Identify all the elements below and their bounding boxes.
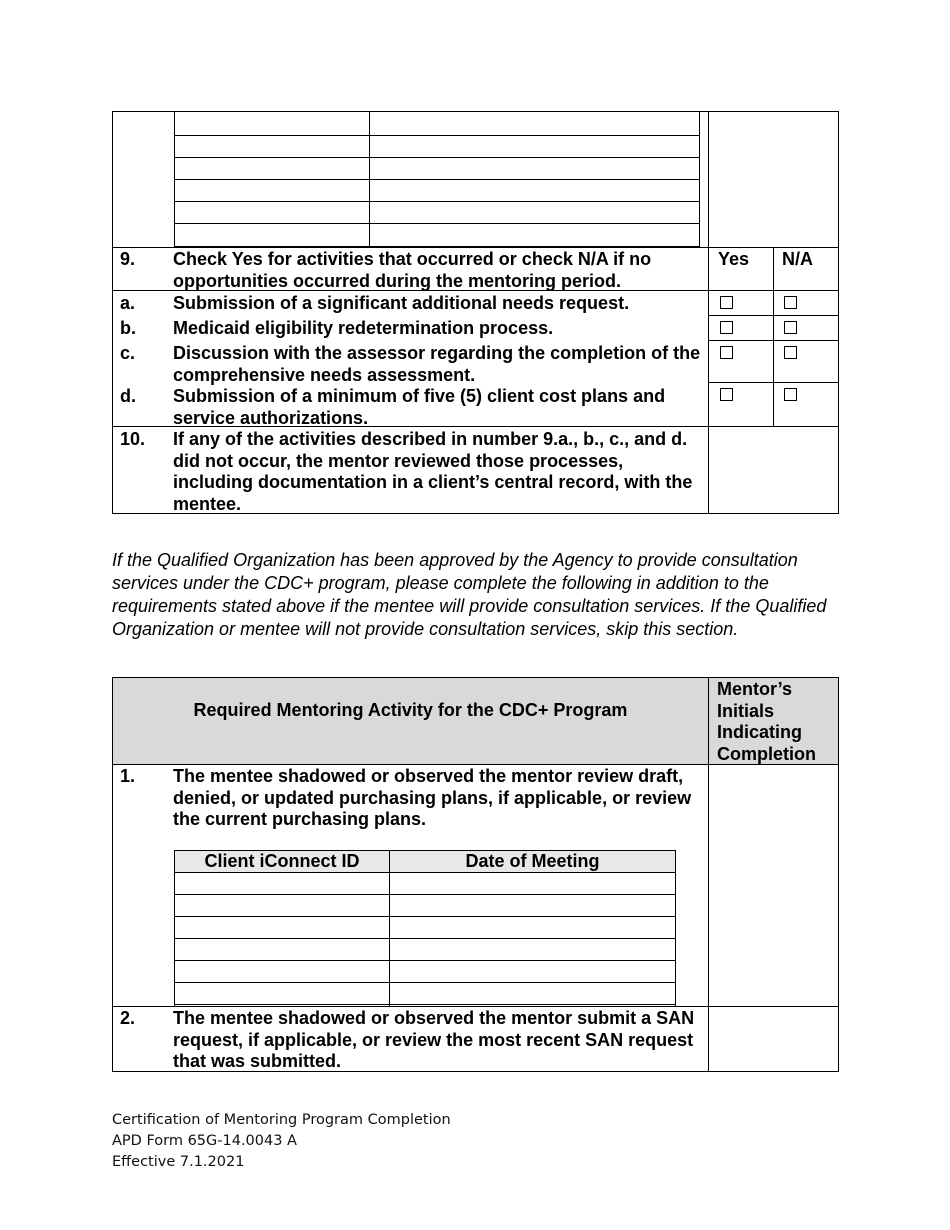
na-checkbox-b[interactable] bbox=[784, 321, 797, 334]
sub-item-letter: d. bbox=[120, 386, 136, 406]
initials-column-header: Mentor’s Initials Indicating Completion bbox=[717, 679, 816, 764]
yes-checkbox-a[interactable] bbox=[720, 296, 733, 309]
sub-item-text: Discussion with the assessor regarding the completion of the comprehensive needs assessment. bbox=[173, 343, 701, 385]
item-1-initials-cell[interactable] bbox=[710, 766, 837, 1005]
yes-checkbox-b[interactable] bbox=[720, 321, 733, 334]
log-cell[interactable] bbox=[175, 113, 368, 134]
meeting-date-cell[interactable] bbox=[390, 873, 674, 893]
item-10-text: If any of the activities described in number 9.a., b., c., and d. did not occur, the mentor reviewed those processes, including documentation in a client’s central record, with the mentee. bbox=[173, 429, 693, 514]
footer-effective-date: Effective 7.1.2021 bbox=[112, 1154, 245, 1170]
sub-item-text: Submission of a significant additional needs request. bbox=[173, 293, 630, 313]
item-number: 2. bbox=[120, 1008, 136, 1028]
na-checkbox-a[interactable] bbox=[784, 296, 797, 309]
item-number: 10. bbox=[120, 429, 146, 449]
form-footer bbox=[112, 1110, 612, 1173]
footer-form-title: Certification of Mentoring Program Completion bbox=[112, 1112, 451, 1128]
item-2-initials-cell[interactable] bbox=[710, 1008, 837, 1070]
item-number: 9. bbox=[120, 249, 136, 269]
activity-column-header: Required Mentoring Activity for the CDC+ Program bbox=[193, 700, 628, 720]
item-number: 1. bbox=[120, 766, 136, 786]
sub-item-text: Medicaid eligibility redetermination process. bbox=[173, 318, 554, 338]
item-10-initials-cell[interactable] bbox=[710, 428, 837, 512]
sub-item-letter: a. bbox=[120, 293, 136, 313]
client-id-column-header: Client iConnect ID bbox=[204, 851, 360, 871]
footer-form-number: APD Form 65G-14.0043 A bbox=[112, 1133, 297, 1149]
yes-checkbox-d[interactable] bbox=[720, 388, 733, 401]
na-checkbox-c[interactable] bbox=[784, 346, 797, 359]
yes-checkbox-c[interactable] bbox=[720, 346, 733, 359]
sub-item-letter: b. bbox=[120, 318, 136, 338]
item-1-text: The mentee shadowed or observed the mentor review draft, denied, or updated purchasing plans, if applicable, or review the current purchasing plans. bbox=[173, 766, 692, 829]
client-id-cell[interactable] bbox=[175, 873, 388, 893]
log-cell[interactable] bbox=[370, 113, 698, 134]
item-2-text: The mentee shadowed or observed the mentor submit a SAN request, if applicable, or review the most recent SAN request that was submitted. bbox=[173, 1008, 695, 1071]
item-9-text: Check Yes for activities that occurred or check N/A if no opportunities occurred during the mentoring period. bbox=[173, 249, 652, 291]
sub-item-text: Submission of a minimum of five (5) client cost plans and service authorizations. bbox=[173, 386, 666, 428]
na-checkbox-d[interactable] bbox=[784, 388, 797, 401]
cdc-plus-instructions: If the Qualified Organization has been approved by the Agency to provide consultation services under the CDC+ program, please complete the following in addition to the requirements stated above if the mentee will provide consultation services. If the Qualified Organization or mentee will not provide consultation services, skip this section. bbox=[112, 550, 827, 639]
na-column-header: N/A bbox=[782, 249, 813, 269]
sub-item-letter: c. bbox=[120, 343, 136, 363]
meeting-date-column-header: Date of Meeting bbox=[465, 851, 600, 871]
yes-column-header: Yes bbox=[718, 249, 750, 269]
